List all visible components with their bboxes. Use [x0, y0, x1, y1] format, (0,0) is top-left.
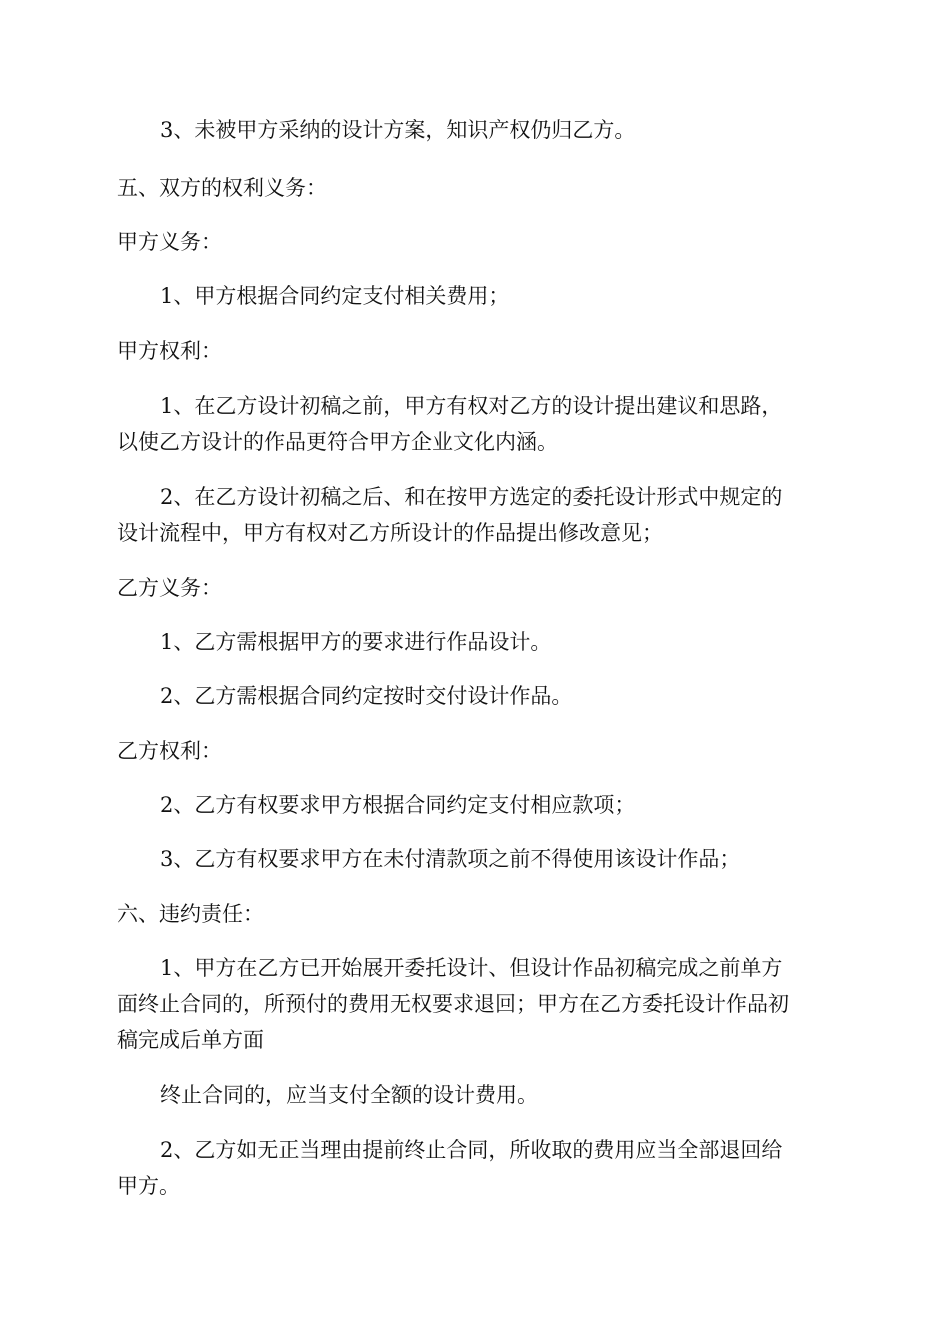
liability-1-line-1: 1、甲方在乙方已开始展开委托设计、但设计作品初稿完成之前单方: [160, 956, 783, 980]
party-a-right-1-line-1: 1、在乙方设计初稿之前，甲方有权对乙方的设计提出建议和思路，: [160, 394, 783, 418]
party-a-right-2-line-2: 设计流程中，甲方有权对乙方所设计的作品提出修改意见；: [117, 521, 663, 545]
party-a-obligations-heading: 甲方义务：: [117, 230, 222, 254]
liability-1-line-3: 稿完成后单方面: [117, 1028, 264, 1052]
section-5-heading: 五、双方的权利义务：: [117, 176, 327, 200]
clause-3-ip-unadopted: 3、未被甲方采纳的设计方案，知识产权仍归乙方。: [160, 118, 636, 142]
party-b-right-3: 3、乙方有权要求甲方在未付清款项之前不得使用该设计作品；: [160, 847, 741, 871]
party-a-right-2-line-1: 2、在乙方设计初稿之后、和在按甲方选定的委托设计形式中规定的: [160, 485, 783, 509]
party-b-obligation-1: 1、乙方需根据甲方的要求进行作品设计。: [160, 630, 552, 654]
liability-2-line-2: 甲方。: [117, 1174, 180, 1198]
liability-2-line-1: 2、乙方如无正当理由提前终止合同，所收取的费用应当全部退回给: [160, 1138, 783, 1162]
liability-1-continuation: 终止合同的，应当支付全额的设计费用。: [160, 1083, 538, 1107]
party-b-obligation-2: 2、乙方需根据合同约定按时交付设计作品。: [160, 684, 573, 708]
party-a-right-1-line-2: 以使乙方设计的作品更符合甲方企业文化内涵。: [117, 430, 558, 454]
party-b-rights-heading: 乙方权利：: [117, 739, 222, 763]
party-b-obligations-heading: 乙方义务：: [117, 576, 222, 600]
party-a-rights-heading: 甲方权利：: [117, 339, 222, 363]
liability-1-line-2: 面终止合同的，所预付的费用无权要求退回；甲方在乙方委托设计作品初: [117, 992, 789, 1016]
party-b-right-2: 2、乙方有权要求甲方根据合同约定支付相应款项；: [160, 793, 636, 817]
party-a-obligation-1: 1、甲方根据合同约定支付相关费用；: [160, 284, 510, 308]
section-6-heading: 六、违约责任：: [117, 902, 264, 926]
